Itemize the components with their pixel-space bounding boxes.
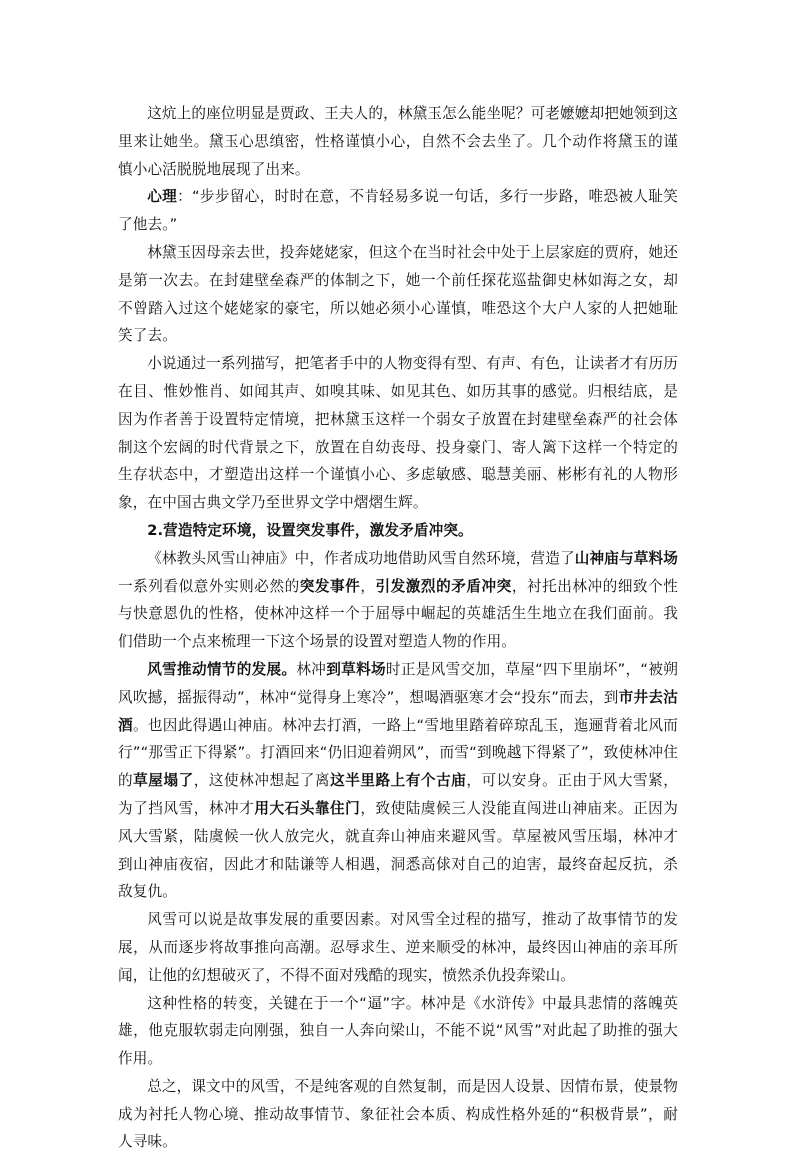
paragraph: [118, 656, 678, 906]
body-text: 这炕上的座位明显是贾政、王夫人的，林黛玉怎么能坐呢？可老嬷嬷却把她领到这里来让她坐。黛玉心思缜密，性格谨慎小心，自然不会去坐了。几个动作将黛玉的谨慎小心活脱脱地展现了出来。: [118, 105, 678, 178]
paragraph: [118, 545, 678, 656]
body-text: 林冲: [296, 660, 327, 678]
body-text: 一系列看似意外实则必然的: [118, 577, 300, 595]
bold-text: 用大石头靠住门: [254, 799, 361, 817]
paragraph: [118, 239, 678, 350]
body-text: 《林教头风雪山神庙》中，作者成功地借助风雪自然环境，营造了: [147, 549, 575, 567]
bold-text: 到草料场: [326, 660, 386, 678]
bold-text: 心理: [147, 188, 178, 206]
body-text: ：“步步留心，时时在意，不肯轻易多说一句话，多行一步路，唯恐被人耻笑了他去。”: [118, 188, 678, 234]
paragraph: [118, 350, 678, 517]
paragraph: [118, 990, 678, 1073]
body-text: 这种性格的转变，关键在于一个“逼”字。林冲是《水浒传》中最具悲情的落魄英雄，他克服软弱走向刚强，独自一人奔向梁山，不能不说“风雪”对此起了助推的强大作用。: [118, 994, 678, 1068]
bold-text: 山神庙与草料场: [574, 549, 678, 567]
body-text: ，这使林冲想起了离: [193, 772, 331, 790]
body-text: ，致使陆虞候三人没能直闯进山神庙来。正因为风大雪紧，陆虞候一伙人放完火，就直奔山神庙来避风雪。草屋被风雪压塌，林冲才到山神庙夜宿，因此才和陆谦等人相遇，洞悉高俅对自己的迫害，最终奋起反抗，杀敌复仇。: [118, 799, 678, 901]
paragraph: [118, 517, 678, 545]
body-text: ，可以安身。正由于风大雪紧，为了挡风雪，林冲才: [118, 772, 679, 817]
bold-text: 突发事件: [299, 577, 361, 595]
body-text: 林黛玉因母亲去世，投奔姥姥家，但这个在当时社会中处于上层家庭的贾府，她还是第一次去。在封建壁垒森严的体制之下，她一个前任探花巡盐御史林如海之女，却不曾踏入过这个姥姥家的豪宅，所以她必须小心谨慎，唯恐这个大户人家的人把她耻笑了去。: [118, 243, 678, 345]
bold-text: 草屋塌了: [133, 772, 194, 790]
bold-text: 2.营造特定环境，设置突发事件，激发矛盾冲突。: [147, 521, 473, 539]
paragraph: [118, 100, 678, 183]
body-text: 小说通过一系列描写，把笔者手中的人物变得有型、有声、有色，让读者才有历历在目、惟妙惟肖、如闻其声、如嗅其味、如见其色、如历其事的感觉。归根结底，是因为作者善于设置特定情境，把林黛玉这样一个弱女子放置在封建壁垒森严的社会体制这个宏阔的时代背景之下，放置在自幼丧母、投身豪门、寄人篱下这样一个特定的生存状态中，才塑造出这样一个谨慎小心、多虑敏感、聪慧美丽、彬彬有礼的人物形象，在中国古典文学乃至世界文学中熠熠生辉。: [118, 355, 678, 512]
body-text: ，: [360, 577, 376, 595]
bold-text: 市井去沽酒: [118, 688, 678, 734]
body-text: 时正是风雪交加，草屋“四下里崩坏”，“被朔风吹撼，摇振得动”，林冲“觉得身上寒冷”，想喝酒驱寒才会“投东”而去，到: [118, 660, 678, 706]
body-text: ，衬托出林冲的细致个性与快意恩仇的性格，使林冲这样一个于屈辱中崛起的英雄活生生地立在我们面前。我们借助一个点来梳理一下这个场景的设置对塑造人物的作用。: [118, 577, 679, 651]
body-text: 风雪可以说是故事发展的重要因素。对风雪全过程的描写，推动了故事情节的发展，从而逐步将故事推向高潮。忍辱求生、逆来顺受的林冲，最终因山神庙的亲耳所闻，让他的幻想破灭了，不得不面对残酷的现实，愤然杀仇投奔梁山。: [118, 911, 678, 984]
paragraph: [118, 183, 678, 239]
paragraph: [118, 906, 678, 989]
body-text: 。也因此得遇山神庙。林冲去打酒，一路上“雪地里踏着碎琼乱玉，迤逦背着北风而行”“那雪正下得紧”。打酒回来“仍旧迎着朔风”，而雪“到晚越下得紧了”，致使林冲住的: [118, 716, 678, 790]
paragraph: [118, 1073, 678, 1156]
bold-text: 风雪推动情节的发展。: [147, 660, 297, 678]
document-body: [118, 100, 678, 1156]
body-text: 总之，课文中的风雪，不是纯客观的自然复制，而是因人设景、因情布景，使景物成为衬托人物心境、推动故事情节、象征社会本质、构成性格外延的“积极背景”，耐人寻味。: [118, 1077, 678, 1151]
bold-text: 引发激烈的矛盾冲突: [375, 577, 512, 595]
bold-text: 这半里路上有个古庙: [330, 772, 467, 790]
